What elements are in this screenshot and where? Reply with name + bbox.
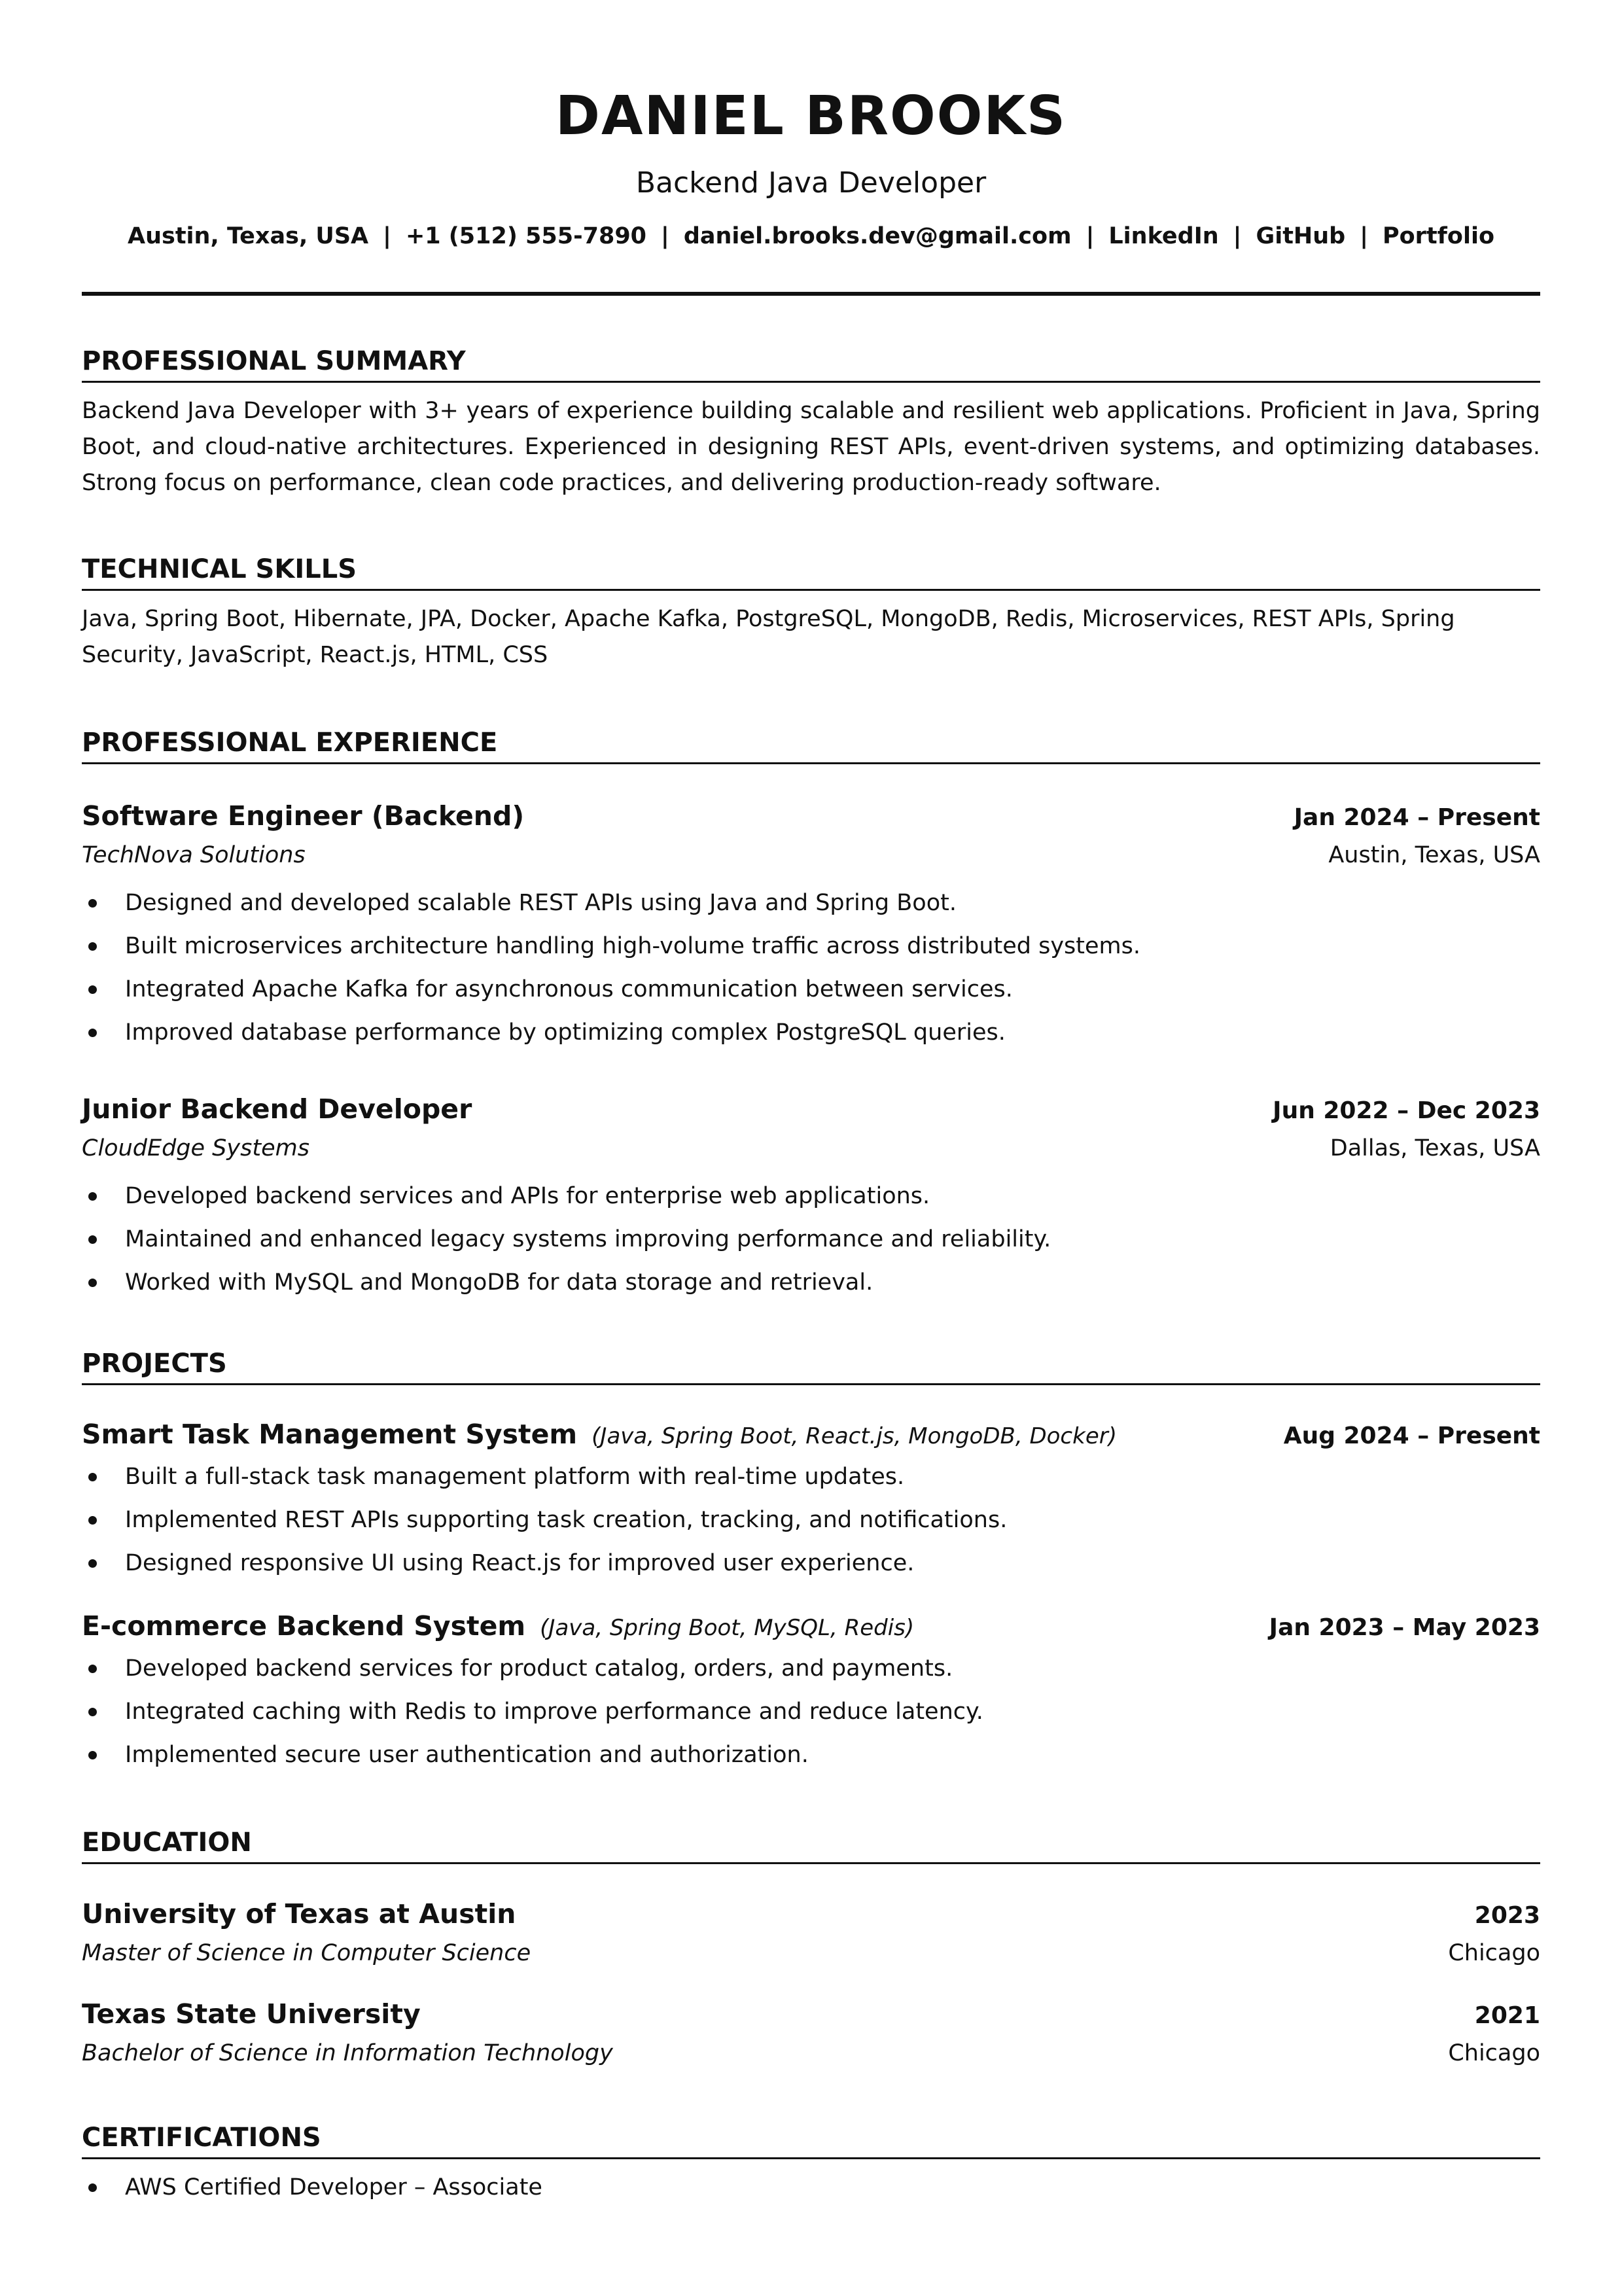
graduation-year: 2021 bbox=[1474, 2002, 1540, 2029]
linkedin-link[interactable]: LinkedIn bbox=[1108, 223, 1219, 249]
separator: | bbox=[661, 223, 669, 249]
summary-section bbox=[82, 343, 1540, 501]
job-title: Backend Java Developer bbox=[635, 166, 987, 200]
list-item bbox=[82, 1011, 1540, 1054]
bullet-text: Implemented REST APIs supporting task creation, tracking, and notifications. bbox=[125, 1507, 1008, 1533]
projects-section bbox=[82, 1345, 1540, 1385]
bullet-text: Designed responsive UI using React.js for improved user experience. bbox=[125, 1550, 915, 1576]
skills-text: Java, Spring Boot, Hibernate, JPA, Docker, Apache Kafka, PostgreSQL, MongoDB, Redis, Microservices, REST APIs, Spring Security, JavaScript, React.js, HTML, CSS bbox=[82, 606, 1455, 668]
contact-phone: +1 (512) 555-7890 bbox=[405, 223, 647, 249]
job-title: Software Engineer (Backend) bbox=[82, 800, 525, 832]
job-location: Austin, Texas, USA bbox=[1328, 842, 1540, 868]
bullet-icon bbox=[88, 1029, 97, 1037]
project-title bbox=[82, 1607, 914, 1647]
github-link[interactable]: GitHub bbox=[1256, 223, 1346, 249]
candidate-name: DANIEL BROOKS bbox=[555, 85, 1067, 147]
bullet-text: Developed backend services for product catalog, orders, and payments. bbox=[125, 1655, 953, 1682]
bullet-icon bbox=[88, 1235, 97, 1244]
education-entry bbox=[82, 1995, 1540, 2072]
portfolio-link[interactable]: Portfolio bbox=[1382, 223, 1494, 249]
certification-text: AWS Certified Developer – Associate bbox=[125, 2174, 542, 2200]
job-dates: Jan 2024 – Present bbox=[1294, 804, 1540, 831]
list-item bbox=[82, 1733, 1540, 1776]
separator: | bbox=[1360, 223, 1368, 249]
bullet-icon bbox=[88, 1708, 97, 1716]
projects-heading: PROJECTS bbox=[82, 1345, 1540, 1385]
bullet-icon bbox=[88, 1665, 97, 1673]
bullet-icon bbox=[88, 1559, 97, 1568]
school-name: Texas State University bbox=[82, 1998, 421, 2030]
job-company: TechNova Solutions bbox=[82, 842, 306, 868]
project-entry bbox=[82, 1607, 1540, 1776]
summary-heading: PROFESSIONAL SUMMARY bbox=[82, 343, 1540, 383]
project-bullets bbox=[82, 1455, 1540, 1585]
project-dates: Jan 2023 – May 2023 bbox=[1269, 1614, 1540, 1641]
certifications-section bbox=[82, 2119, 1540, 2209]
bullet-text: Designed and developed scalable REST APIs using Java and Spring Boot. bbox=[125, 890, 957, 916]
job-dates: Jun 2022 – Dec 2023 bbox=[1273, 1097, 1540, 1124]
bullet-icon bbox=[88, 985, 97, 994]
bullet-icon bbox=[88, 899, 97, 908]
project-tech: (Java, Spring Boot, MySQL, Redis) bbox=[540, 1615, 915, 1641]
bullet-text: Integrated caching with Redis to improve performance and reduce latency. bbox=[125, 1699, 983, 1725]
project-name: E-commerce Backend System bbox=[82, 1610, 526, 1642]
bullet-text: Implemented secure user authentication and authorization. bbox=[125, 1742, 809, 1768]
bullet-text: Integrated Apache Kafka for asynchronous communication between services. bbox=[125, 976, 1013, 1002]
degree: Master of Science in Computer Science bbox=[82, 1940, 531, 1966]
graduation-year: 2023 bbox=[1474, 1902, 1540, 1929]
degree: Bachelor of Science in Information Technology bbox=[82, 2040, 613, 2066]
bullet-text: Worked with MySQL and MongoDB for data storage and retrieval. bbox=[125, 1269, 873, 1296]
bullet-text: Built microservices architecture handling high-volume traffic across distributed systems. bbox=[125, 933, 1140, 959]
job-location: Dallas, Texas, USA bbox=[1330, 1135, 1540, 1161]
resume-header bbox=[82, 77, 1540, 254]
contact-location: Austin, Texas, USA bbox=[127, 223, 369, 249]
skills-section bbox=[82, 551, 1540, 673]
certifications-list bbox=[82, 2166, 1540, 2209]
separator: | bbox=[383, 223, 391, 249]
list-item bbox=[82, 2166, 1540, 2209]
separator: | bbox=[1085, 223, 1095, 249]
job-title: Junior Backend Developer bbox=[82, 1093, 472, 1125]
summary-text: Backend Java Developer with 3+ years of experience building scalable and resilient web applications. Proficient in Java, Spring Boot, and cloud-native architectures. Experienced in designing REST APIs, event-driven systems, and optimizing databases. Strong focus on performance, clean code practices, and delivering production-ready software. bbox=[82, 398, 1540, 496]
school-name: University of Texas at Austin bbox=[82, 1898, 516, 1930]
list-item bbox=[82, 1498, 1540, 1542]
bullet-icon bbox=[88, 942, 97, 951]
project-dates: Aug 2024 – Present bbox=[1283, 1422, 1540, 1449]
bullet-text: Maintained and enhanced legacy systems improving performance and reliability. bbox=[125, 1226, 1051, 1252]
experience-section bbox=[82, 724, 1540, 764]
job-company: CloudEdge Systems bbox=[82, 1135, 309, 1161]
bullet-icon bbox=[88, 1473, 97, 1481]
bullet-icon bbox=[88, 2183, 97, 2192]
list-item bbox=[82, 1174, 1540, 1218]
contact-line bbox=[82, 219, 1540, 254]
school-location: Chicago bbox=[1448, 2040, 1540, 2066]
list-item bbox=[82, 1542, 1540, 1585]
job-entry bbox=[82, 1090, 1540, 1304]
list-item bbox=[82, 1647, 1540, 1690]
skills-heading: TECHNICAL SKILLS bbox=[82, 551, 1540, 591]
education-section bbox=[82, 1824, 1540, 1864]
experience-heading: PROFESSIONAL EXPERIENCE bbox=[82, 724, 1540, 764]
list-item bbox=[82, 1261, 1540, 1304]
project-title bbox=[82, 1415, 1117, 1455]
bullet-text: Developed backend services and APIs for enterprise web applications. bbox=[125, 1183, 930, 1209]
list-item bbox=[82, 1455, 1540, 1498]
job-bullets bbox=[82, 1174, 1540, 1304]
job-entry bbox=[82, 797, 1540, 1054]
project-bullets bbox=[82, 1647, 1540, 1776]
list-item bbox=[82, 881, 1540, 925]
project-name: Smart Task Management System bbox=[82, 1419, 578, 1450]
bullet-icon bbox=[88, 1516, 97, 1525]
education-entry bbox=[82, 1895, 1540, 1971]
header-divider bbox=[82, 292, 1540, 296]
certifications-heading: CERTIFICATIONS bbox=[82, 2119, 1540, 2159]
separator: | bbox=[1233, 223, 1242, 249]
bullet-text: Built a full-stack task management platform with real-time updates. bbox=[125, 1464, 905, 1490]
list-item bbox=[82, 968, 1540, 1011]
list-item bbox=[82, 1690, 1540, 1733]
school-location: Chicago bbox=[1448, 1940, 1540, 1966]
bullet-icon bbox=[88, 1751, 97, 1759]
job-bullets bbox=[82, 881, 1540, 1054]
project-tech: (Java, Spring Boot, React.js, MongoDB, Docker) bbox=[591, 1423, 1117, 1449]
contact-email-link[interactable]: daniel.brooks.dev@gmail.com bbox=[683, 223, 1072, 249]
list-item bbox=[82, 1218, 1540, 1261]
project-entry bbox=[82, 1415, 1540, 1585]
bullet-icon bbox=[88, 1279, 97, 1287]
bullet-icon bbox=[88, 1192, 97, 1201]
education-heading: EDUCATION bbox=[82, 1824, 1540, 1864]
list-item bbox=[82, 925, 1540, 968]
bullet-text: Improved database performance by optimizing complex PostgreSQL queries. bbox=[125, 1019, 1006, 1046]
